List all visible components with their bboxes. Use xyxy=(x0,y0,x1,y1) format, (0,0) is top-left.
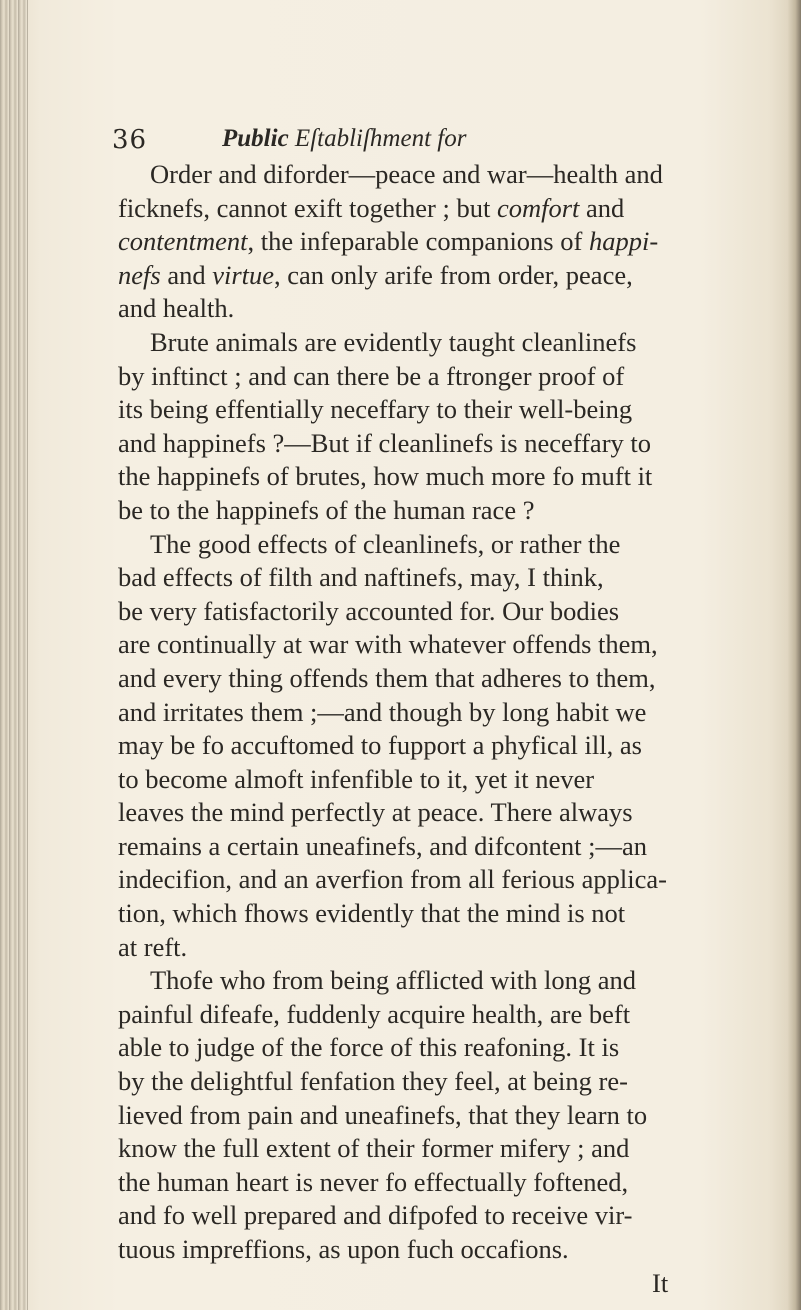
italic-word: comfort xyxy=(496,192,580,223)
text-run: and xyxy=(160,259,213,290)
text-line: and health. xyxy=(118,293,235,324)
text-run: and xyxy=(579,192,625,223)
text-line: its being effentially neceffary to their well-being xyxy=(118,394,633,425)
text-line: and happinefs ?—But if cleanlinefs is neceffary to xyxy=(118,427,652,458)
text-line: are continually at war with whatever offends them, xyxy=(118,629,658,660)
text-line: at reft. xyxy=(118,931,188,962)
text-line: the human heart is never fo effectually foftened, xyxy=(118,1166,629,1197)
running-title-part-a: Public xyxy=(222,125,295,152)
text-line: the happinefs of brutes, how much more fo muft it xyxy=(118,461,653,492)
text-line: to become almoft infenfible to it, yet it never xyxy=(118,763,595,794)
text-run: ficknefs, cannot exift together ; but xyxy=(118,192,497,223)
text-line: bad effects of filth and naftinefs, may, I think, xyxy=(118,562,604,593)
running-title-part-b: Eſtabliſhment for xyxy=(294,125,467,152)
text-line: tuous impreffions, as upon fuch occafions. xyxy=(118,1234,569,1264)
text-run: , the infeparable companions of xyxy=(247,226,589,257)
page-edge-right xyxy=(787,0,801,1310)
text-line: and irritates them ;—and though by long habit we xyxy=(118,696,647,727)
text-line xyxy=(118,225,718,259)
italic-word: nefs xyxy=(118,259,161,290)
running-header xyxy=(112,125,712,157)
text-line: may be fo accuftomed to fupport a phyfical ill, as xyxy=(118,730,642,761)
running-title xyxy=(222,125,466,153)
text-line: painful difeafe, fuddenly acquire health, are beft xyxy=(118,998,631,1029)
text-line: be to the happinefs of the human race ? xyxy=(118,494,535,525)
text-line: know the full extent of their former mifery ; and xyxy=(118,1133,630,1164)
catchword: It xyxy=(652,1267,669,1298)
text-line: leaves the mind perfectly at peace. There always xyxy=(118,797,633,828)
italic-word: happi- xyxy=(588,226,659,257)
text-line xyxy=(118,259,718,293)
text-run: , can only arife from order, peace, xyxy=(274,259,633,290)
text-line: tion, which fhows evidently that the mind is not xyxy=(118,898,626,929)
page-gutter-left xyxy=(0,0,28,1310)
text-line: by inftinct ; and can there be a ftronger proof of xyxy=(118,360,625,391)
text-line: be very fatisfactorily accounted for. Our bodies xyxy=(118,595,620,626)
text-line: and every thing offends them that adheres to them, xyxy=(118,662,656,693)
text-line: remains a certain uneafinefs, and difcontent ;—an xyxy=(118,830,648,861)
body-text xyxy=(118,158,718,1300)
italic-word: contentment xyxy=(118,226,248,257)
text-line: Brute animals are evidently taught cleanlinefs xyxy=(150,326,637,357)
text-line: lieved from pain and uneafinefs, that they learn to xyxy=(118,1099,648,1130)
text-line: The good effects of cleanlinefs, or rather the xyxy=(150,528,621,559)
text-line: by the delightful fenfation they feel, at being re- xyxy=(118,1066,628,1097)
text-line xyxy=(118,192,718,226)
text-line: indecifion, and an averfion from all ferious applica- xyxy=(118,864,667,895)
text-line: Thofe who from being afflicted with long and xyxy=(150,965,636,996)
text-line: and fo well prepared and difpofed to receive vir- xyxy=(118,1200,633,1231)
italic-word: virtue xyxy=(212,259,275,290)
text-line: Order and diforder—peace and war—health and xyxy=(150,159,663,189)
page-number: 36 xyxy=(112,125,148,155)
text-line: able to judge of the force of this reafoning. It is xyxy=(118,1032,620,1063)
